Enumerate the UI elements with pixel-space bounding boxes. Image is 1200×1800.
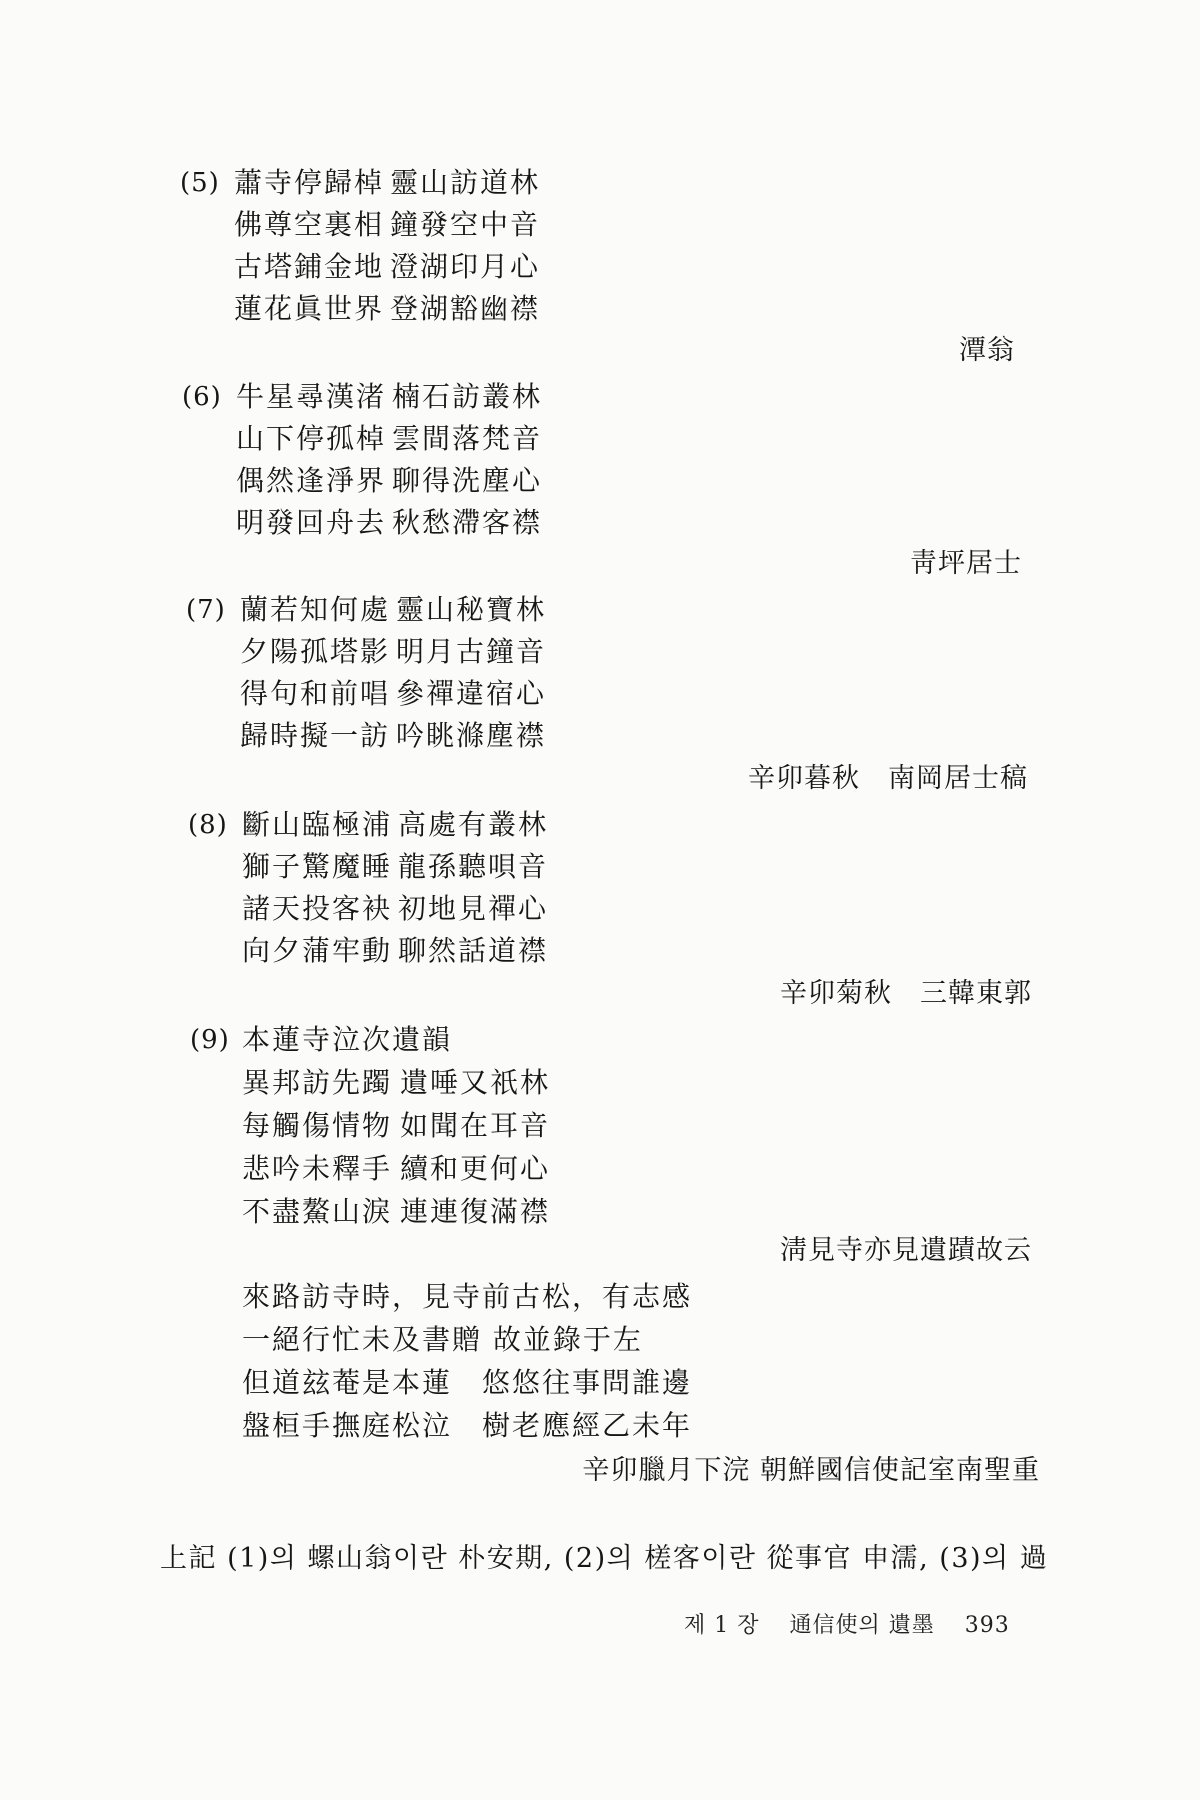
verse-line: 向夕蒲牢動: [242, 934, 393, 967]
verse-line: 聊得洗塵心: [392, 464, 543, 497]
verse-line: 連連復滿襟: [400, 1195, 551, 1228]
poem-heading: 本蓮寺泣次遺韻: [242, 1023, 453, 1056]
poem-6: [182, 380, 1102, 570]
poem-7: [186, 593, 1106, 783]
verse-line: 澄湖印月心: [390, 250, 541, 283]
verse-line: 蓮花眞世界: [234, 292, 385, 325]
verse-line: 靈山秘寶林: [396, 593, 547, 626]
verse-line: 諸天投客袂: [242, 892, 393, 925]
verse-line: 續和更何心: [400, 1152, 551, 1185]
chapter-title: 通信使의 遺墨: [789, 1613, 935, 1638]
verse-line: 每觸傷情物: [242, 1109, 393, 1142]
verse-line: 聊然話道襟: [398, 934, 549, 967]
poem-8: [188, 808, 1108, 998]
verse-line: 蘭若知何處: [240, 593, 391, 626]
verse-line: 不盡鰲山淚: [242, 1195, 393, 1228]
verse-line: 獅子驚魔睡: [242, 850, 393, 883]
verse-line: 夕陽孤塔影: [240, 635, 391, 668]
body-paragraph: 上記 (1)의 螺山翁이란 朴安期, (2)의 槎客이란 從事官 申濡, (3)의 過: [160, 1543, 1049, 1574]
verse-line: 如聞在耳音: [400, 1109, 551, 1142]
verse-line: 山下停孤棹: [236, 422, 387, 455]
verse-line: 來路訪寺時，見寺前古松，有志感: [242, 1280, 693, 1313]
verse-line: 古塔鋪金地: [234, 250, 385, 283]
verse-line: 靈山訪道林: [390, 166, 541, 199]
verse-line: 牛星尋漢渚: [236, 380, 387, 413]
poem-signature: 潭翁: [959, 335, 1015, 366]
page-footer: [684, 1608, 1010, 1639]
verse-line: 吟眺滌塵襟: [396, 719, 547, 752]
verse-line: 登湖豁幽襟: [390, 292, 541, 325]
chapter-label: 제 1 장: [684, 1613, 760, 1638]
verse-line: 遺唾又祇林: [400, 1066, 551, 1099]
poem-signature: 淸見寺亦見遺蹟故云: [780, 1235, 1032, 1266]
poem-number: (8): [188, 810, 228, 840]
poem-signature: 辛卯暮秋 南岡居士稿: [748, 763, 1028, 794]
poem-number: (6): [182, 382, 222, 412]
verse-line: 參禪違宿心: [396, 677, 547, 710]
verse-line: 明發回舟去: [236, 506, 387, 539]
verse-line: 異邦訪先躅: [242, 1066, 393, 1099]
verse-line: 秋愁滯客襟: [392, 506, 543, 539]
verse-line: 但道玆菴是本蓮 悠悠往事問誰邊: [242, 1366, 693, 1399]
poem-number: (7): [186, 595, 226, 625]
verse-line: 明月古鐘音: [396, 635, 547, 668]
page-number: 393: [964, 1613, 1010, 1638]
verse-line: 高處有叢林: [398, 808, 549, 841]
verse-line: 鐘發空中音: [390, 208, 541, 241]
verse-line: 初地見禪心: [398, 892, 549, 925]
verse-line: 偶然逢淨界: [236, 464, 387, 497]
poem-signature: 靑坪居士: [910, 548, 1022, 579]
poem-5: [180, 166, 1100, 356]
poem-9: [190, 1023, 1110, 1255]
verse-line: 悲吟未釋手: [242, 1152, 393, 1185]
verse-line: 一絕行忙未及書贈 故並錄于左: [242, 1323, 643, 1356]
poem-signature: 辛卯菊秋 三韓東郭: [780, 978, 1032, 1009]
verse-line: 龍孫聽唄音: [398, 850, 549, 883]
verse-line: 斷山臨極浦: [242, 808, 393, 841]
verse-line: 蕭寺停歸棹: [234, 166, 385, 199]
verse-line: 雲間落梵音: [392, 422, 543, 455]
verse-line: 得句和前唱: [240, 677, 391, 710]
verse-line: 盤桓手撫庭松泣 樹老應經乙未年: [242, 1409, 693, 1442]
verse-line: 佛尊空裏相: [234, 208, 385, 241]
extra-signature: 辛卯臘月下浣 朝鮮國信使記室南聖重: [582, 1455, 1040, 1486]
poem-number: (5): [180, 168, 220, 198]
verse-line: 歸時擬一訪: [240, 719, 391, 752]
poem-number: (9): [190, 1025, 230, 1055]
extra-verse: [242, 1280, 1162, 1460]
verse-line: 楠石訪叢林: [392, 380, 543, 413]
